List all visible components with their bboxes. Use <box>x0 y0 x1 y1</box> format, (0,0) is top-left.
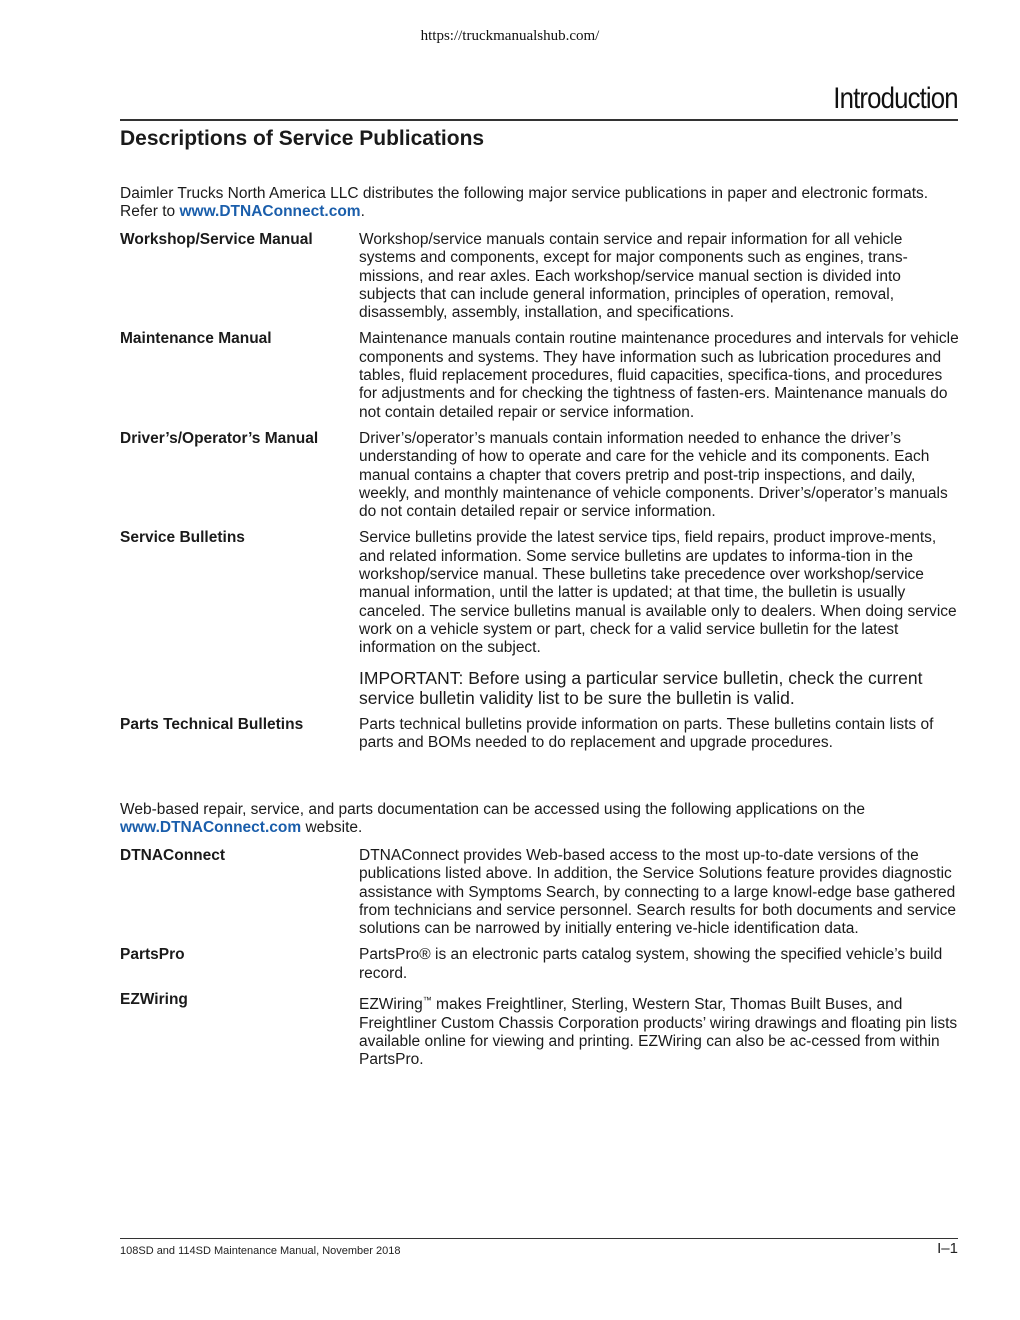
publication-description: Service bulletins provide the latest service tips, field repairs, product improve-ments, and related information. Some service bulletins are updates to informa-tion in the workshop/service manual. These bulletins take precedence over workshop/service manual information, until the latter is updated; at that time, the bulletin is usually canceled. The service bulletins manual is available only to dealers. When doing service work on a vehicle system or part, check for a valid service bulletin for the latest information on the subject. <box>359 529 957 657</box>
publication-term: Service Bulletins <box>120 529 245 547</box>
footer-divider <box>120 1238 958 1239</box>
application-item <box>120 991 960 1069</box>
publication-item <box>120 529 960 707</box>
publication-term: Parts Technical Bulletins <box>120 715 304 733</box>
web-intro-paragraph <box>120 801 960 837</box>
application-item <box>120 946 960 983</box>
application-item <box>120 847 960 938</box>
publication-item <box>120 231 960 322</box>
important-note: IMPORTANT: Before using a particular service bulletin, check the current service bulletin validity list to be sure the bulletin is valid. <box>359 667 923 708</box>
application-term: DTNAConnect <box>120 847 226 864</box>
ezwiring-description: makes Freightliner, Sterling, Western Star, Thomas Built Buses, and Freightliner Custom Chassis Corporation products’ wiring drawings and floating pin lists available online for viewing and printing. EZWiring can also be ac-cessed from within PartsPro. <box>359 996 958 1069</box>
source-url[interactable]: https://truckmanualshub.com/ <box>420 28 600 44</box>
ezwiring-name: EZWiring <box>359 996 423 1014</box>
footer-manual-title: 108SD and 114SD Maintenance Manual, November 2018 <box>120 1245 401 1257</box>
publication-term: Workshop/Service Manual <box>120 231 313 248</box>
application-term: PartsPro <box>120 946 185 964</box>
intro-paragraph <box>120 185 960 221</box>
applications-list <box>120 847 960 1077</box>
web-intro-text-end: website. <box>301 819 363 836</box>
publication-item <box>120 716 960 753</box>
application-term: EZWiring <box>120 991 188 1009</box>
dtnaconnect-link[interactable]: www.DTNAConnect.com <box>120 819 302 836</box>
publication-description: Driver’s/operator’s manuals contain information needed to enhance the driver’s understanding of how to operate and care for the vehicle and its components. Each manual contains a chapter that covers pretrip and post-trip inspections, and daily, weekly, and monthly maintenance of vehicle components. Driver’s/operator’s manuals do not contain detailed repair or service information. <box>359 429 948 521</box>
application-description: DTNAConnect provides Web-based access to the most up-to-date versions of the publications listed above. In addition, the Service Solutions feature provides diagnostic assistance with Symptoms Search, by connecting to a large knowl-edge base gathered from technicians and service personnel. Search results for both documents and service solutions can be narrowed by initially entering ve-hicle identification data. <box>359 847 957 938</box>
application-description <box>359 991 960 1069</box>
publication-description: Parts technical bulletins provide information on parts. These bulletins contain lists of parts and BOMs needed to do replacement and upgrade procedures. <box>359 715 934 751</box>
publication-term: Maintenance Manual <box>120 330 272 348</box>
publication-item <box>120 430 960 521</box>
publication-item <box>120 330 960 421</box>
page-heading: Descriptions of Service Publications <box>120 127 485 150</box>
publication-description-block <box>359 529 960 707</box>
publication-description: Maintenance manuals contain routine maintenance procedures and intervals for vehicle components and systems. They have information such as lubrication procedures and tables, fluid replacement procedures, fluid capacities, specifica-tions, and procedures for adjustments and for checking the tightness of fasten-ers. Maintenance manuals do not contain detailed repair or service information. <box>359 330 959 421</box>
dtnaconnect-link[interactable]: www.DTNAConnect.com <box>179 203 361 220</box>
section-title: Introduction <box>833 82 958 115</box>
publication-term: Driver’s/Operator’s Manual <box>120 429 319 447</box>
page-number: I–1 <box>937 1240 958 1257</box>
application-description: PartsPro® is an electronic parts catalog system, showing the specified vehicle’s build record. <box>359 946 943 982</box>
publication-description: Workshop/service manuals contain service and repair information for all vehicle systems and components, except for major components such as engines, trans-missions, and rear axles. Each workshop/service manual section is divided into subjects that can include general information, principles of operation, removal, disassembly, assembly, installation, and specifications. <box>359 231 908 322</box>
trademark-symbol: ™ <box>422 995 432 1006</box>
intro-text-end: . <box>360 203 365 220</box>
web-intro-text: Web-based repair, service, and parts documentation can be accessed using the following applications on the <box>120 801 866 818</box>
title-divider <box>120 119 958 121</box>
intro-text: Daimler Trucks North America LLC distributes the following major service publications in paper and electronic formats. Refer to <box>120 185 929 220</box>
publications-list <box>120 231 960 760</box>
